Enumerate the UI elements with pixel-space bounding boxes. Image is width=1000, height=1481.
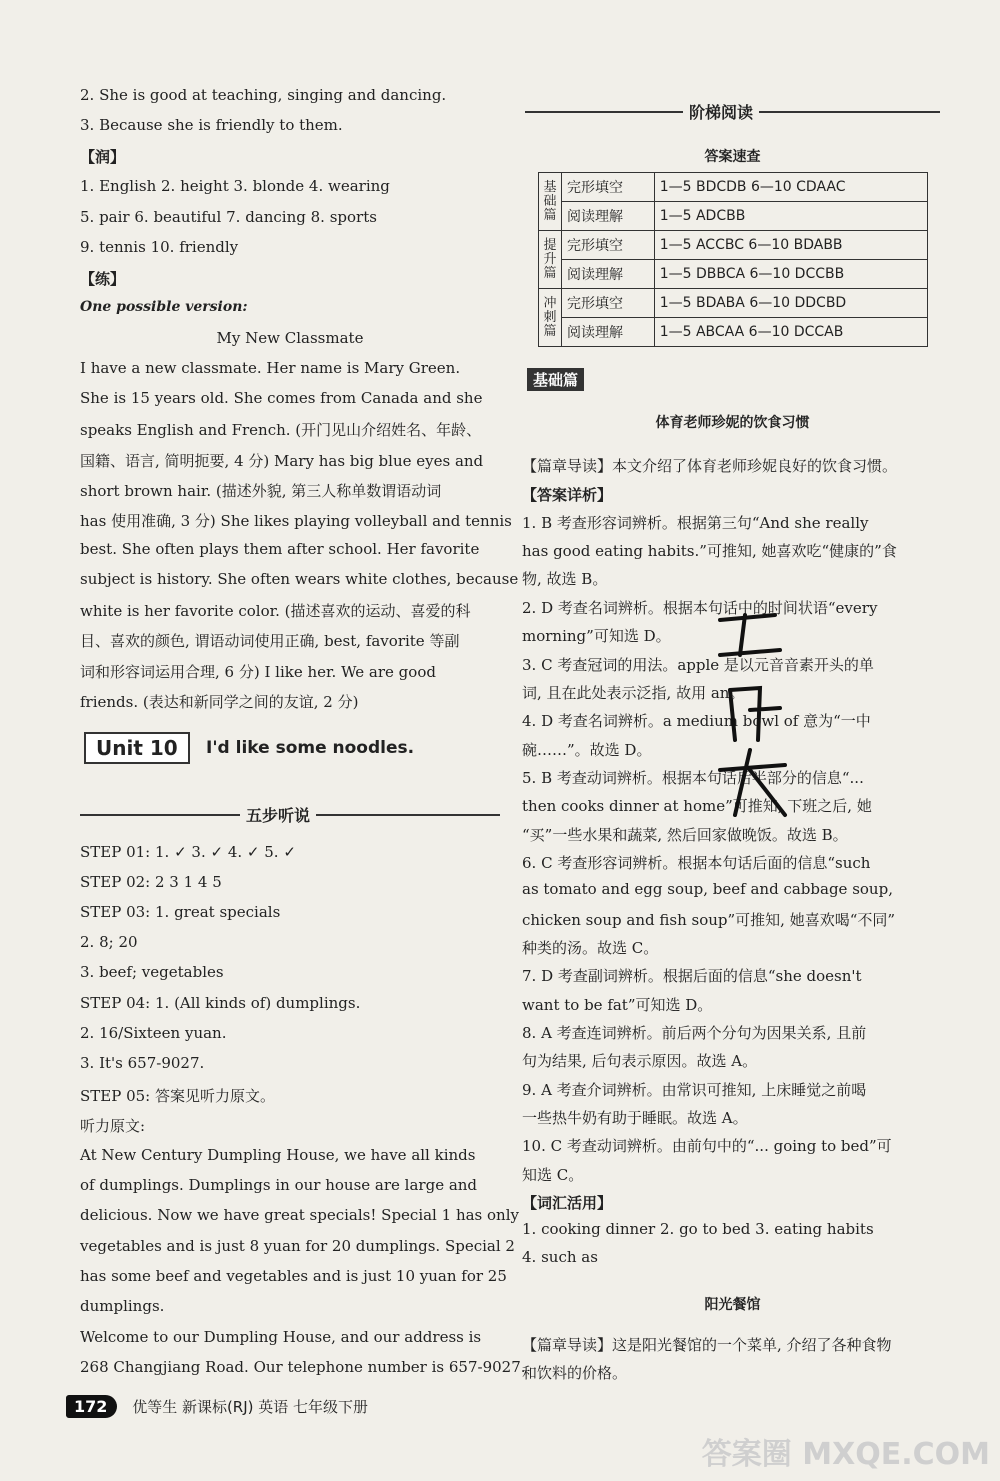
- answer-detail: “买”一些水果和蔬菜, 然后回家做晚饭。故选 B。: [522, 826, 848, 844]
- answer-detail: 1. B 考查形容词辨析。根据第三句“And she really: [522, 514, 869, 532]
- essay-line: short brown hair. (描述外貌, 第三人称单数谓语动词: [80, 482, 442, 500]
- step-line: STEP 03: 1. great specials: [80, 903, 281, 921]
- essay-line: has 使用准确, 3 分) She likes playing volleyball and tennis: [80, 512, 512, 530]
- answer-detail: chicken soup and fish soup”可推知, 她喜欢喝“不同”: [522, 911, 896, 929]
- table-cell: 阅读理解: [562, 260, 655, 289]
- answer-detail: 8. A 考查连词辨析。前后两个分句为因果关系, 且前: [522, 1024, 867, 1042]
- listening-line: has some beef and vegetables and is just 10 yuan for 25: [80, 1267, 507, 1285]
- table-row: [539, 318, 928, 347]
- essay-line: best. She often plays them after school. Her favorite: [80, 540, 480, 558]
- answer-line: 2. She is good at teaching, singing and dancing.: [80, 86, 447, 104]
- essay-line: She is 15 years old. She comes from Canada and she: [80, 389, 483, 407]
- answer-detail: 7. D 考查副词辨析。根据后面的信息“she doesn't: [522, 967, 862, 985]
- answer-table: [538, 172, 928, 347]
- footer-text: 优等生 新课标(RJ) 英语 七年级下册: [132, 1398, 369, 1416]
- run-line: 5. pair 6. beautiful 7. dancing 8. sports: [80, 208, 377, 226]
- section-title: 五步听说: [240, 803, 316, 826]
- answer-detail: 3. C 考查冠词的用法。apple 是以元音音素开头的单: [522, 656, 874, 674]
- detail-label: 【答案详析】: [522, 486, 613, 504]
- table-cell: 阅读理解: [562, 202, 655, 231]
- page-footer: [66, 1395, 368, 1418]
- table-category: 基础篇: [539, 173, 562, 231]
- basic-tag: 基础篇: [527, 368, 584, 391]
- guide-line: 【篇章导读】这是阳光餐馆的一个菜单, 介绍了各种食物: [522, 1336, 892, 1354]
- essay-line: speaks English and French. (开门见山介绍姓名、年龄、: [80, 421, 482, 439]
- listening-line: At New Century Dumpling House, we have all kinds: [80, 1146, 476, 1164]
- table-row: [539, 202, 928, 231]
- unit-label: Unit 10: [84, 732, 190, 764]
- answer-detail: morning”可知选 D。: [522, 627, 671, 645]
- listening-line: vegetables and is just 8 yuan for 20 dumplings. Special 2: [80, 1237, 515, 1255]
- table-cell: 完形填空: [562, 231, 655, 260]
- table-cell: 1—5 ABCAA 6—10 DCCAB: [654, 318, 927, 347]
- article-title: 阳光餐馆: [704, 1297, 761, 1313]
- unit-title: I'd like some noodles.: [206, 738, 415, 758]
- listening-line: Welcome to our Dumpling House, and our address is: [80, 1328, 482, 1346]
- listening-label: 听力原文:: [80, 1117, 146, 1135]
- table-row: [539, 260, 928, 289]
- table-cell: 1—5 BDABA 6—10 DDCBD: [654, 289, 927, 318]
- table-row: [539, 231, 928, 260]
- listening-line: delicious. Now we have great specials! Special 1 has only: [80, 1206, 519, 1224]
- essay-line: friends. (表达和新同学之间的友谊, 2 分): [80, 693, 359, 711]
- answer-detail: 知选 C。: [522, 1166, 584, 1184]
- step-line: 2. 8; 20: [80, 933, 138, 951]
- answer-detail: 种类的汤。故选 C。: [522, 939, 659, 957]
- table-cell: 1—5 ADCBB: [654, 202, 927, 231]
- table-category: 冲刺篇: [539, 289, 562, 347]
- watermark-logo: 答案圈 MXQE.COM: [701, 1437, 990, 1472]
- listening-line: of dumplings. Dumplings in our house are large and: [80, 1176, 478, 1194]
- step-line: 3. It's 657-9027.: [80, 1054, 205, 1072]
- answer-detail: 9. A 考查介词辨析。由常识可推知, 上床睡觉之前喝: [522, 1081, 867, 1099]
- table-cell: 阅读理解: [562, 318, 655, 347]
- handwriting-scribble: [700, 590, 810, 820]
- answer-detail: want to be fat”可知选 D。: [522, 996, 713, 1014]
- essay-title: My New Classmate: [216, 329, 364, 347]
- possible-version-label: One possible version:: [80, 299, 248, 315]
- table-cell: 完形填空: [562, 289, 655, 318]
- vocab-label: 【词汇活用】: [522, 1194, 613, 1212]
- table-row: [539, 173, 928, 202]
- listening-line: dumplings.: [80, 1297, 165, 1315]
- answer-detail: 词, 且在此处表示泛指, 故用 an。: [522, 684, 745, 702]
- guide-line: 【篇章导读】本文介绍了体育老师珍妮良好的饮食习惯。: [522, 457, 898, 475]
- answer-detail: then cooks dinner at home”可推知, 下班之后, 她: [522, 797, 872, 815]
- answer-line: 3. Because she is friendly to them.: [80, 116, 343, 134]
- answer-detail: has good eating habits.”可推知, 她喜欢吃“健康的”食: [522, 542, 897, 560]
- table-cell: 完形填空: [562, 173, 655, 202]
- listening-line: 268 Changjiang Road. Our telephone number is 657-9027.: [80, 1358, 526, 1376]
- essay-line: white is her favorite color. (描述喜欢的运动、喜爱的科: [80, 602, 471, 620]
- essay-line: subject is history. She often wears white clothes, because: [80, 570, 519, 588]
- tag-run: 【润】: [80, 148, 126, 166]
- answer-detail: 5. B 考查动词辨析。根据本句话后半部分的信息“...: [522, 769, 864, 787]
- answer-detail: 10. C 考查动词辨析。由前句中的“... going to bed”可: [522, 1137, 892, 1155]
- vocab-line: 1. cooking dinner 2. go to bed 3. eating habits: [522, 1220, 874, 1238]
- run-line: 9. tennis 10. friendly: [80, 238, 239, 256]
- answer-detail: 句为结果, 后句表示原因。故选 A。: [522, 1052, 758, 1070]
- essay-line: I have a new classmate. Her name is Mary Green.: [80, 359, 461, 377]
- section-header-listening: [80, 803, 500, 827]
- table-row: [539, 289, 928, 318]
- page-number: 172: [66, 1395, 117, 1418]
- step-line: STEP 01: 1. ✓ 3. ✓ 4. ✓ 5. ✓: [80, 843, 296, 861]
- step-line: STEP 05: 答案见听力原文。: [80, 1087, 276, 1105]
- answer-detail: 碗……”。故选 D。: [522, 741, 652, 759]
- step-line: STEP 04: 1. (All kinds of) dumplings.: [80, 994, 361, 1012]
- answer-detail: 物, 故选 B。: [522, 570, 608, 588]
- answer-detail: 4. D 考查名词辨析。a medium bowl of 意为“一中: [522, 712, 871, 730]
- section-title: 阶梯阅读: [683, 100, 759, 123]
- tag-lian: 【练】: [80, 270, 126, 288]
- answer-detail: 一些热牛奶有助于睡眠。故选 A。: [522, 1109, 748, 1127]
- table-category: 提升篇: [539, 231, 562, 289]
- run-line: 1. English 2. height 3. blonde 4. wearing: [80, 177, 390, 195]
- table-cell: 1—5 DBBCA 6—10 DCCBB: [654, 260, 927, 289]
- section-header-reading: [525, 100, 940, 124]
- step-line: 2. 16/Sixteen yuan.: [80, 1024, 227, 1042]
- essay-line: 词和形容词运用合理, 6 分) I like her. We are good: [80, 663, 436, 681]
- vocab-line: 4. such as: [522, 1248, 598, 1266]
- essay-line: 国籍、语言, 简明扼要, 4 分) Mary has big blue eyes and: [80, 452, 484, 470]
- answer-detail: as tomato and egg soup, beef and cabbage soup,: [522, 880, 893, 898]
- table-title: 答案速查: [704, 149, 761, 165]
- table-cell: 1—5 ACCBC 6—10 BDABB: [654, 231, 927, 260]
- article-title: 体育老师珍妮的饮食习惯: [655, 415, 810, 431]
- guide-line: 和饮料的价格。: [522, 1364, 628, 1382]
- table-cell: 1—5 BDCDB 6—10 CDAAC: [654, 173, 927, 202]
- step-line: 3. beef; vegetables: [80, 963, 224, 981]
- answer-detail: 6. C 考查形容词辨析。根据本句话后面的信息“such: [522, 854, 871, 872]
- step-line: STEP 02: 2 3 1 4 5: [80, 873, 222, 891]
- answer-detail: 2. D 考查名词辨析。根据本句话中的时间状语“every: [522, 599, 878, 617]
- essay-line: 目、喜欢的颜色, 谓语动词使用正确, best, favorite 等副: [80, 632, 460, 650]
